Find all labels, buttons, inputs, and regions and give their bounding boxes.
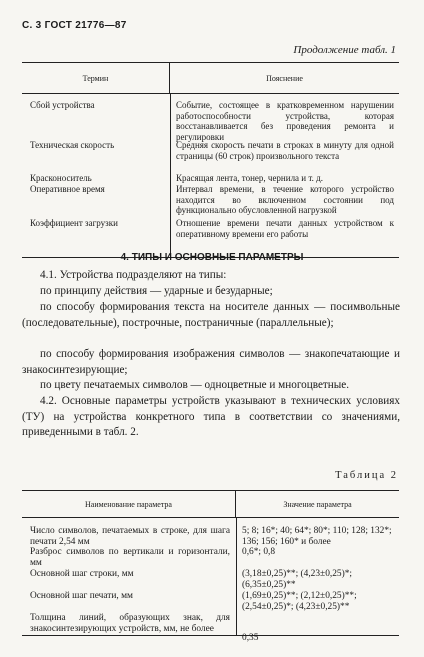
table-1-header-term: Термин [22,63,170,93]
table-2-param: Основной шаг печати, мм [30,591,133,601]
table-2-param: Основной шаг строки, мм [30,569,134,579]
paragraph: по способу формирования текста на носителе данных — посимвольные (последовательные), построчные, постраничные (параллельные); [22,301,400,329]
paragraph: по принципу действия — ударные и безударные; [40,285,273,297]
table-1-definition: Интервал времени, в течение которого устройство находится во включенном состоянии под функционально обусловленной нагрузкой [176,184,394,215]
table-1-definition: Красящая лента, тонер, чернила и т. д. [176,173,323,183]
table-continuation-label: Продолжение табл. 1 [293,44,396,56]
table-1-definition: Событие, состоящее в кратковременном нарушении работоспособности устройства, которая восстанавливается без проведения ремонта и регулировки [176,100,394,142]
paragraph: 4.2. Основные параметры устройств указывают в технических условиях (ТУ) на устройства конкретного типа в соответствии со значениями, приведенными в табл. 2. [22,395,400,439]
page-header: С. 3 ГОСТ 21776—87 [22,20,127,31]
table-2-value: 5; 8; 16*; 40; 64*; 80*; 110; 128; 132*; 136; 156; 160* и более [242,526,392,547]
table-1-term: Сбой устройства [30,100,95,110]
table-1-definition: Отношение времени печати данных устройством к оперативному времени его работы [176,218,394,239]
table-1-body [22,94,399,257]
table-2-header-param: Наименование параметра [22,491,236,517]
table-1-term: Коэффициент загрузки [30,218,118,228]
table-2-param: Число символов, печатаемых в строке, для шага печати 2,54 мм [30,526,230,547]
table-2-param: Разброс символов по вертикали и горизонтали, мм [30,547,230,568]
table-2-param: Толщина линий, образующих знак, для знакосинтезирующих устройств, мм, не более [30,613,230,634]
table-2-body [22,518,399,643]
table-2 [22,490,399,643]
table-1-divider [170,94,171,257]
paragraph: 4.1. Устройства подразделяют на типы: [40,269,227,281]
paragraph: по способу формирования изображения символов — знакопечатающие и знакосинтезирующие; [22,348,400,376]
table-1-term: Оперативное время [30,184,105,194]
paragraph: по цвету печатаемых символов — одноцветные и многоцветные. [40,379,350,391]
table-1-term: Техническая скорость [30,140,115,150]
table-2-header [22,491,399,518]
table-1-header-definition: Пояснение [266,73,303,83]
table-2-value: 0,35 [242,633,259,643]
table-1-term: Красконоситель [30,173,92,183]
table-1-header [22,63,399,94]
section-title: 4. ТИПЫ И ОСНОВНЫЕ ПАРАМЕТРЫ [120,252,304,263]
table-2-label: Таблица 2 [335,470,398,481]
table-1-definition: Средняя скорость печати в строках в минуту для одной страницы (60 строк) произвольного текста [176,140,394,161]
table-1 [22,62,399,258]
table-2-value: (3,18±0,25)**; (4,23±0,25)*; (6,35±0,25)** [242,569,353,590]
table-2-value: (1,69±0,25)**; (2,12±0,25)**; (2,54±0,25)*; (4,23±0,25)** [242,591,357,612]
table-2-divider [236,518,237,636]
table-2-value: 0,6*; 0,8 [242,547,276,557]
table-2-header-value: Значение параметра [283,499,352,509]
